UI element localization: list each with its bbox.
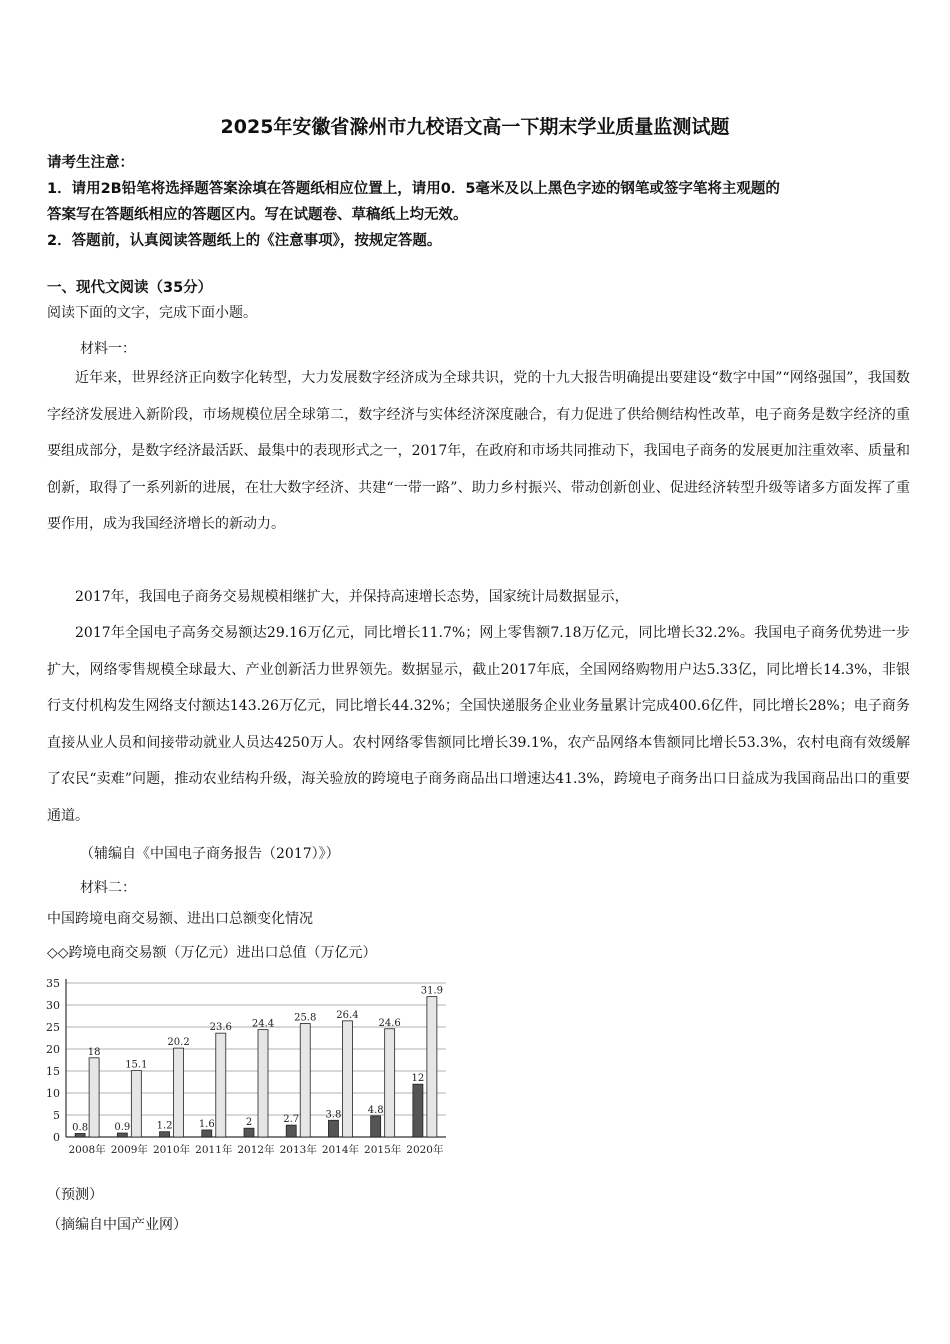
legend-symbols: ◇◇ [47, 945, 69, 961]
y-tick-label: 0 [53, 1131, 60, 1144]
x-tick-label: 2012年 [237, 1144, 275, 1156]
bar-import-export-total [427, 997, 437, 1137]
x-tick-label: 2013年 [279, 1144, 317, 1156]
bar-import-export-total [300, 1023, 310, 1137]
data-label-total: 24.6 [378, 1017, 401, 1029]
notice-item-2: 2．答题前，认真阅读答题纸上的《注意事项》，按规定答题。 [47, 233, 442, 249]
material-1-paragraph-1: 近年来，世界经济正向数字化转型，大力发展数字经济成为全球共识，党的十九大报告明确提出要建设“数字中国”“网络强国”，我国数字经济发展进入新阶段，市场规模位居全球第二，数字经济与实体经济深度融合，有力促进了供给侧结构性改革，电子商务是数字经济的重要组成部分，是数字经济最活跃、最集中的表现形式之一，2017年，在政府和市场共同推动下，我国电子商务的发展更加注重效率、质量和创新，取得了一系列新的进展，在壮大数字经济、共建“一带一路”、助力乡村振兴、带动创新创业、促进经济转型升级等诸多方面发挥了重要作用，成为我国经济增长的新动力。 [47, 370, 910, 532]
y-tick-label: 25 [46, 1021, 60, 1034]
bar-import-export-total [216, 1033, 226, 1137]
notice-item-1-line-1: 1．请用2B铅笔将选择题答案涂填在答题纸相应位置上，请用0．5毫米及以上黑色字迹的钢笔或签字笔将主观题的 [47, 181, 780, 197]
data-label-total: 26.4 [336, 1009, 359, 1021]
bar-cross-border-ecommerce [413, 1084, 423, 1137]
bar-import-export-total [131, 1071, 141, 1137]
material-2-source: （摘编自中国产业网） [47, 1217, 187, 1233]
bar-cross-border-ecommerce [117, 1133, 127, 1137]
notice-item-1-line-2: 答案写在答题纸相应的答题区内。写在试题卷、草稿纸上均无效。 [47, 207, 468, 223]
data-label-ecommerce: 3.8 [325, 1109, 342, 1121]
data-label-total: 20.2 [167, 1037, 190, 1049]
chart-caption: 中国跨境电商交易额、进出口总额变化情况 [47, 911, 313, 927]
y-tick-label: 10 [46, 1087, 60, 1100]
bar-cross-border-ecommerce [202, 1130, 212, 1137]
data-label-ecommerce: 2.7 [283, 1114, 300, 1126]
data-label-total: 15.1 [125, 1059, 148, 1071]
bar-cross-border-ecommerce [160, 1132, 170, 1137]
data-label-ecommerce: 1.2 [156, 1120, 173, 1132]
bar-cross-border-ecommerce [371, 1116, 381, 1137]
data-label-ecommerce: 4.8 [367, 1104, 384, 1116]
bar-cross-border-ecommerce [328, 1120, 338, 1137]
data-label-total: 31.9 [420, 985, 444, 997]
material-1-source: （辅编自《中国电子商务报告（2017）》） [80, 846, 340, 862]
data-label-ecommerce: 12 [411, 1073, 425, 1085]
data-label-total: 18 [87, 1046, 101, 1058]
data-label-ecommerce: 1.6 [198, 1118, 215, 1130]
bar-cross-border-ecommerce [286, 1125, 296, 1137]
y-tick-label: 5 [53, 1109, 60, 1122]
bar-cross-border-ecommerce [75, 1133, 85, 1137]
bar-import-export-total [258, 1030, 268, 1137]
x-tick-label: 2015年 [364, 1144, 402, 1156]
data-label-total: 23.6 [209, 1022, 232, 1034]
notice-heading: 请考生注意： [47, 155, 134, 171]
x-tick-label: 2010年 [152, 1144, 191, 1156]
chart-legend [47, 942, 377, 962]
bar-import-export-total [174, 1048, 184, 1137]
data-label-total: 25.8 [294, 1012, 317, 1024]
y-tick-label: 20 [46, 1043, 60, 1056]
material-1-paragraph-2: 2017年，我国电子商务交易规模相继扩大，并保持高速增长态势，国家统计局数据显示， [75, 589, 629, 605]
material-1-paragraph-3: 2017年全国电子高务交易额达29.16万亿元，同比增长11.7%；网上零售额7.18万亿元，同比增长32.2%。我国电子商务优势进一步扩大，网络零售规模全球最大、产业创新活力世界领先。数据显示，截止2017年底，全国网络购物用户达5.33亿，同比增长14.3%，非银行支付机构发生网络支付额达143.26万亿元，同比增长44.32%；全国快递服务企业业务量累计完成400.6亿件，同比增长28%；电子商务直接从业人员和间接带动就业人员达4250万人。农村网络零售额同比增长39.1%，农产品网络本售额同比增长53.3%，农村电商有效缓解了农民“卖难”问题，推动农业结构升级，海关验放的跨境电子商务商品出口增速达41.3%，跨境电子商务出口日益成为我国商品出口的重要通道。 [47, 625, 910, 824]
x-tick-label: 2020年 [406, 1144, 444, 1156]
bar-cross-border-ecommerce [244, 1128, 254, 1137]
x-tick-label: 2014年 [321, 1144, 360, 1156]
bar-import-export-total [385, 1029, 395, 1137]
data-label-ecommerce: 0.9 [114, 1122, 131, 1134]
reading-instruction: 阅读下面的文字，完成下面小题。 [47, 305, 257, 321]
x-tick-label: 2009年 [110, 1144, 148, 1156]
section-heading: 一、现代文阅读（35分） [47, 280, 213, 296]
y-tick-label: 35 [46, 977, 60, 990]
page-title: 2025年安徽省滁州市九校语文高一下期末学业质量监测试题 [220, 116, 730, 138]
bar-import-export-total [342, 1021, 352, 1137]
data-label-total: 24.4 [251, 1018, 275, 1030]
legend-text: 跨境电商交易额（万亿元）进出口总值（万亿元） [68, 945, 377, 961]
y-tick-label: 30 [46, 999, 60, 1012]
trade-bar-chart [40, 975, 452, 1170]
x-tick-label: 2011年 [195, 1144, 233, 1156]
forecast-note: （预测） [47, 1187, 103, 1203]
material-2-label: 材料二： [80, 880, 136, 896]
data-label-ecommerce: 0.8 [72, 1122, 89, 1134]
bar-import-export-total [89, 1058, 99, 1137]
y-tick-label: 15 [46, 1065, 60, 1078]
material-1-label: 材料一： [80, 341, 136, 357]
x-tick-label: 2008年 [68, 1144, 106, 1156]
data-label-ecommerce: 2 [245, 1117, 253, 1129]
